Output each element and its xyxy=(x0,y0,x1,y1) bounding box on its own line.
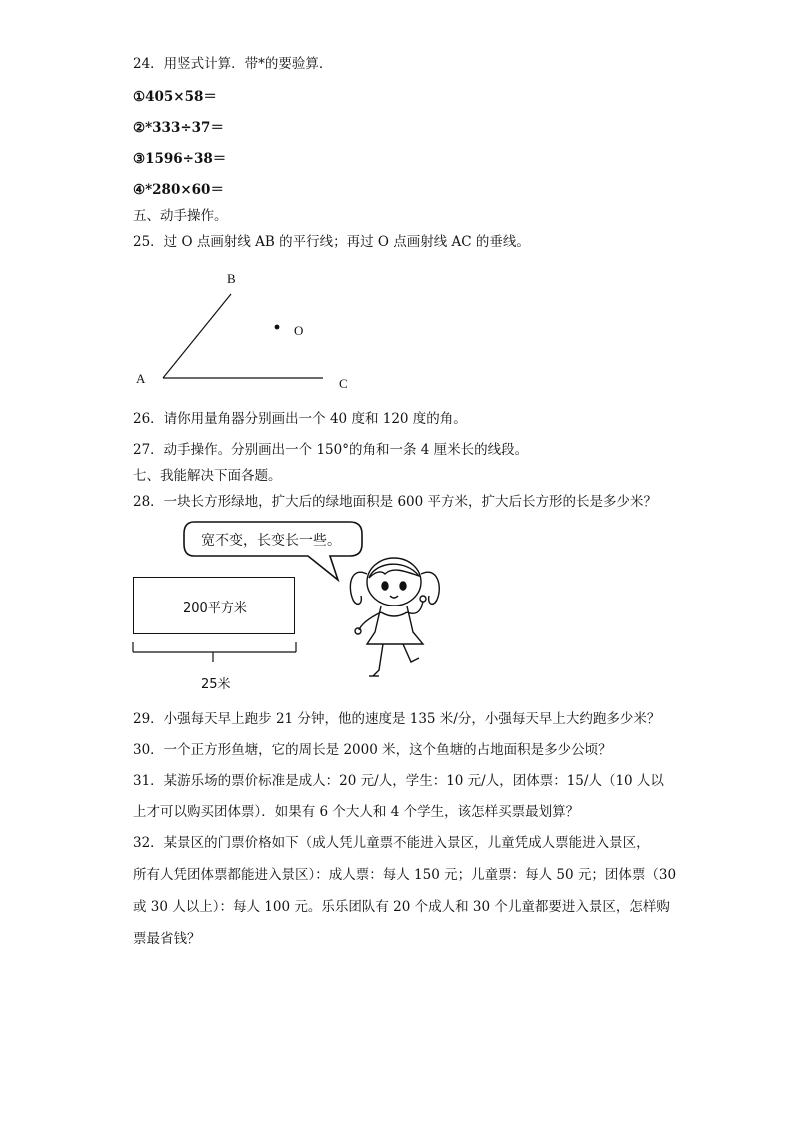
width-brace xyxy=(130,640,300,664)
q24-item-2: ②*333÷37＝ xyxy=(133,120,224,136)
label-a: A xyxy=(136,371,146,386)
q28-text: 28．一块长方形绿地，扩大后的绿地面积是 600 平方米，扩大后长方形的长是多少米？ xyxy=(133,494,658,510)
q24-title: 24．用竖式计算．带*的要验算． xyxy=(133,56,333,72)
q25-text: 25．过 O 点画射线 AB 的平行线；再过 O 点画射线 AC 的垂线。 xyxy=(133,234,530,250)
section-heading-7: 七、我能解决下面各题。 xyxy=(133,468,282,484)
area-label: 200平方米 xyxy=(183,601,247,616)
q32-line-1: 32．某景区的门票价格如下（成人凭儿童票不能进入景区，儿童凭成人票能进入景区， xyxy=(133,835,650,851)
girl-illustration xyxy=(345,552,445,687)
ray-ab xyxy=(163,294,231,378)
label-b: B xyxy=(227,271,236,286)
q24-item-4: ④*280×60＝ xyxy=(133,182,224,198)
q24-item-1: ①405×58＝ xyxy=(133,89,217,105)
width-label: 25米 xyxy=(201,677,231,692)
ray-diagram xyxy=(125,262,365,392)
q32-line-2: 所有人凭团体票都能进入景区）：成人票：每人 150 元；儿童票：每人 50 元；团体票（30 xyxy=(133,867,677,883)
q29-text: 29．小强每天早上跑步 21 分钟，他的速度是 135 米/分，小强每天早上大约跑多少米？ xyxy=(133,711,661,727)
label-c: C xyxy=(339,376,348,391)
q24-item-3: ③1596÷38＝ xyxy=(133,151,227,167)
q30-text: 30．一个正方形鱼塘，它的周长是 2000 米，这个鱼塘的占地面积是多少公顷？ xyxy=(133,742,612,758)
q31-line-1: 31．某游乐场的票价标准是成人：20 元/人，学生：10 元/人，团体票：15/人（10 人以 xyxy=(133,773,664,789)
label-o: O xyxy=(294,323,304,338)
q27-text: 27．动手操作。分别画出一个 150°的角和一条 4 厘米长的线段。 xyxy=(133,442,529,458)
q32-line-4: 票最省钱？ xyxy=(133,931,201,947)
bubble-text: 宽不变，长变长一些。 xyxy=(201,533,341,549)
q31-line-2: 上才可以购买团体票）．如果有 6 个大人和 4 个学生，该怎样买票最划算？ xyxy=(133,804,580,820)
q32-line-3: 或 30 人以上）：每人 100 元。乐乐团队有 20 个成人和 30 个儿童都要进入景区，怎样购 xyxy=(133,899,670,915)
section-heading-5: 五、动手操作。 xyxy=(133,208,228,224)
q26-text: 26．请你用量角器分别画出一个 40 度和 120 度的角。 xyxy=(133,411,467,427)
point-o-dot xyxy=(275,325,280,330)
